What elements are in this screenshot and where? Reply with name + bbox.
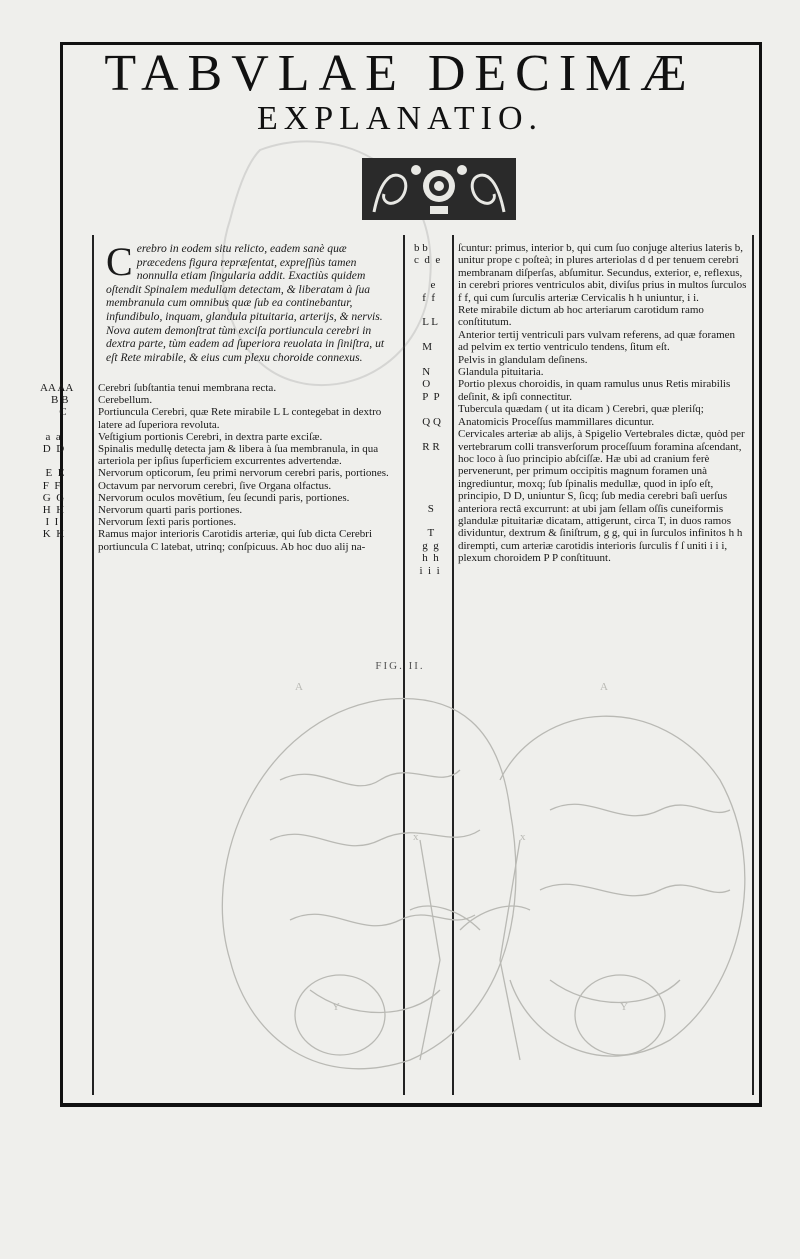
legend-key: D D: [40, 443, 65, 456]
legend-key: G G: [40, 491, 65, 504]
figure-letter: A: [295, 681, 303, 693]
legend-key: a a: [40, 430, 61, 443]
legend-text: Spinalis medullę detecta jam & libera à ſua membranula, in qua arteriola per ipſius ſuperficiem excurrentes advertendæ.: [98, 443, 379, 468]
legend-key: K K: [40, 528, 65, 541]
legend-text: Octavum par nervorum cerebri, ſive Organa olfactus.: [98, 479, 332, 492]
legend-text: Cerebellum.: [98, 394, 153, 407]
legend-key: H H: [40, 504, 65, 517]
legend-key: F F: [40, 479, 61, 492]
intro-paragraph: [106, 239, 398, 364]
legend-text: Cerebri ſubſtantia tenui membrana recta.: [98, 382, 277, 394]
legend-key: B B: [40, 394, 69, 407]
legend-key: C: [40, 406, 67, 419]
legend-text: Nervorum oculos movẽtium, ſeu ſecundi paris, portiones.: [98, 491, 350, 504]
legend-row: [40, 528, 400, 552]
left-legend: [40, 382, 400, 553]
legend-row: [40, 516, 400, 528]
legend-row: [40, 467, 400, 479]
page-subtitle: EXPLANATIO.: [256, 100, 544, 137]
right-legend-text: ſcuntur: primus, interior b, qui cum ſuo conjuge alterius lateris b, unitur prope c poſteà; in plures arteriolas d d per tenuem cerebri membranam diſperſas, abſumitur. Secundus, exterior, e, reflexus, in cerebri priores ventriculos abit, diviſus prius in multos ſurculos f f, qui cum ſurculis arteriæ Cervicalis h h uniuntur, i i. Rete mirabile dictum ab hoc arteriarum carotidum ramo conſtitutum. Anterior tertij ventriculi pars vulvam referens, ad quæ foramen ad pelvim ex tertio ventriculo tendens, ſitum eſt. Pelvis in glandulam deſinens. Glandula pituitaria. Portio plexus choroidis, in quam ramulus unus Retis mirabilis deſinit, & ipſi connectitur. Tubercula quædam ( ut ita dicam ) Cerebri, quæ pleriſq; Anatomicis Proceſſus mammillares dicuntur. Cervicales arteriæ ab alijs, à Spigelio Vertebrales dictæ, quòd per vertebrarum colli transverſorum proceſſuum foramina aſcendant, hoc loco à ſuo principio abſciſſæ. Hæ ubi ad cranium ferè pervenerunt, per primum occipitis magnum foramen unà ingrediuntur, moxq; ſub ſpinalis medullæ, quod in ipſo eſt, principio, D D, uniuntur S, ſicq; ſub media cerebri baſi uerſus anteriora rectâ excurrunt: at ubi jam ſellam oſſis cuneiformis glandulæ pituitariæ dicatam, attigerunt, circa T, in duos ramos dividuntur, dextrum & ſiniſtrum, g g, qui in ſurculos infinitos h h dirempti, cum arteriæ carotidis interioris ſurculis f ſ uniti i i i, plexum choroidem P P conſtituunt.: [458, 242, 747, 565]
svg-text:x: x: [413, 831, 419, 843]
legend-row: [40, 504, 400, 516]
legend-row: [40, 492, 400, 504]
drop-cap: C: [106, 239, 133, 284]
legend-key: AA AA: [40, 382, 74, 394]
brain-engraving-illustration: [80, 660, 760, 1090]
legend-row: [40, 382, 400, 394]
legend-text: Nervorum opticorum, ſeu primi nervorum cerebri paris, portiones.: [98, 467, 389, 480]
intro-text: erebro in eodem situ relicto, eadem sanè quæ præcedens figura repræſentat, expreſſiùs tamen nonnulla etiam ſingularia addit. Exactiùs quidem oſtendit Spinalem medullam detectam, & liberatam à ſua membranula cum omnibus quæ ſub ea continebantur, infundibulo, inquam, glandula pituitaria, arterijs, & nervis. Nova autem demonſtrat tùm exciſa portiuncula cerebri in dextra parte, tùm eadem ad ſuperiora reuolata in ſiniſtra, ut eſt Rete mirabile, & eius cum plexu choroide connexus.: [106, 242, 385, 364]
right-legend-keys: b b c d e e f f L L M N O P P Q Q R R S T g g h h i i i: [414, 242, 441, 577]
legend-text: Veſtigium portionis Cerebri, in dextra parte exciſæ.: [98, 430, 323, 443]
legend-row: [40, 394, 400, 406]
svg-text:Y: Y: [620, 1001, 628, 1013]
ornament-headpiece: [360, 152, 518, 226]
figure-label: FIG. II.: [375, 660, 425, 672]
legend-key: I I: [40, 516, 59, 529]
page-title: TABVLAE DECIMÆ: [104, 45, 696, 102]
legend-row: [40, 443, 400, 467]
legend-text: Portiuncula Cerebri, quæ Rete mirabile L L contegebat in dextro latere ad ſuperiora revoluta.: [98, 406, 382, 431]
svg-text:Y: Y: [332, 1001, 340, 1013]
legend-row: [40, 431, 400, 443]
figure-letter: A: [600, 681, 608, 693]
legend-text: Nervorum ſexti paris portiones.: [98, 516, 237, 529]
legend-text: Ramus major interioris Carotidis arteriæ, qui ſub dicta Cerebri portiuncula C latebat, utrinq; conſpicuus. Ab hoc duo alij na-: [98, 528, 373, 553]
legend-key: E E: [40, 467, 65, 480]
legend-row: [40, 406, 400, 430]
svg-text:x: x: [520, 831, 526, 843]
legend-row: [40, 480, 400, 492]
legend-text: Nervorum quarti paris portiones.: [98, 504, 243, 517]
